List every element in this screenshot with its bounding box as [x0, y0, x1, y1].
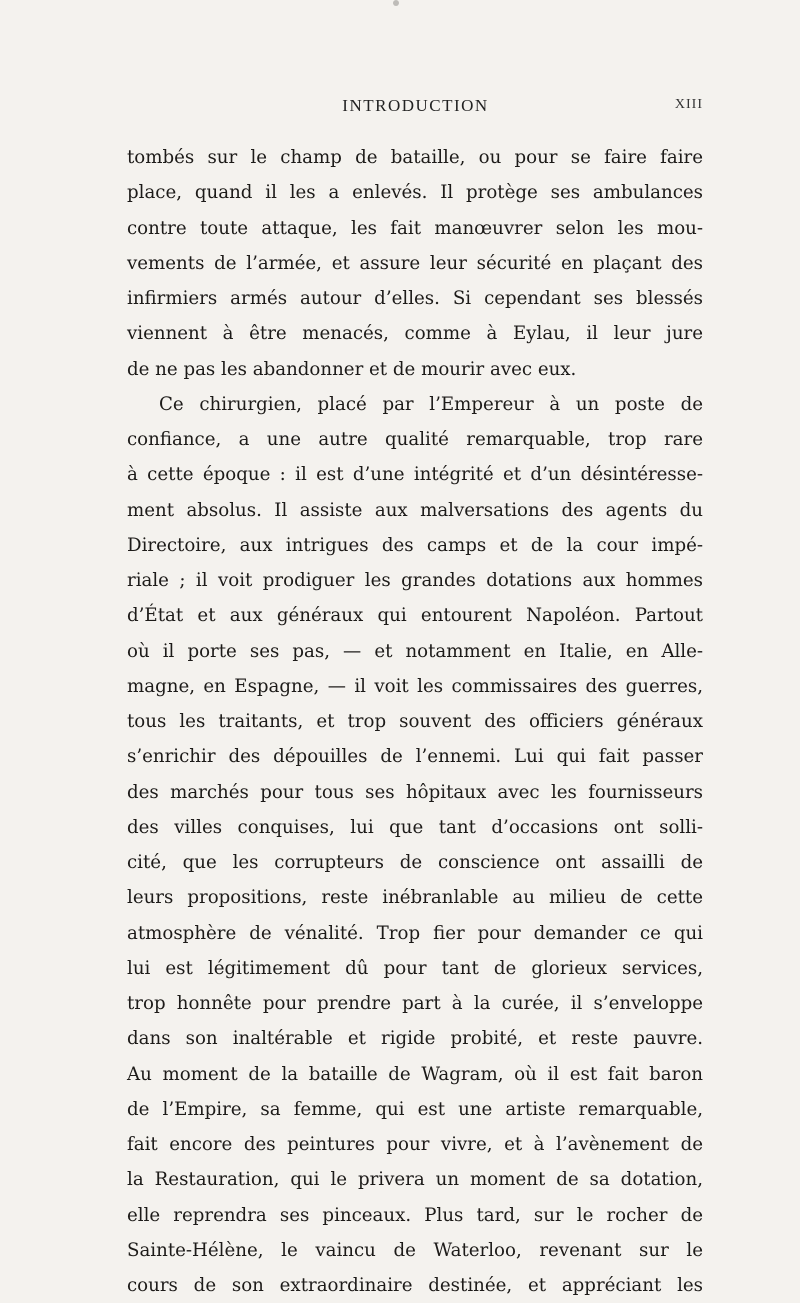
text-line: des villes conquises, lui que tant d’occasions ont solli- [127, 816, 703, 838]
text-line: magne, en Espagne, — il voit les commissaires des guerres, [127, 675, 703, 697]
text-line: elle reprendra ses pinceaux. Plus tard, sur le rocher de [127, 1204, 703, 1226]
text-line: trop honnête pour prendre part à la curée, il s’enveloppe [127, 993, 703, 1014]
text-line: lui est légitimement dû pour tant de glorieux services, [127, 957, 703, 979]
paper-speck [393, 0, 399, 6]
text-line: cité, que les corrupteurs de conscience ont assailli de [127, 852, 703, 873]
page-header [128, 96, 703, 122]
text-line: dans son inaltérable et rigide probité, et reste pauvre. [127, 1028, 703, 1050]
text-line: de ne pas les abandonner et de mourir avec eux. [127, 358, 577, 380]
text-line: des marchés pour tous ses hôpitaux avec les fournisseurs [127, 781, 703, 803]
text-line: Au moment de la bataille de Wagram, où il est fait baron [127, 1063, 703, 1085]
text-line: tous les traitants, et trop souvent des officiers généraux [127, 711, 703, 732]
text-line: fait encore des peintures pour vivre, et à l’avènement de [127, 1134, 703, 1155]
text-line: infirmiers armés autour d’elles. Si cependant ses blessés [127, 288, 703, 309]
text-line: tombés sur le champ de bataille, ou pour se faire faire [127, 147, 703, 168]
text-line: Ce chirurgien, placé par l’Empereur à un poste de [159, 393, 703, 415]
text-line: de l’Empire, sa femme, qui est une artiste remarquable, [127, 1098, 703, 1120]
text-line: cours de son extraordinaire destinée, et appréciant les [127, 1275, 703, 1296]
running-head: INTRODUCTION [342, 96, 489, 115]
text-line: où il porte ses pas, — et notamment en Italie, en Alle- [127, 640, 703, 662]
text-line: vements de l’armée, et assure leur sécurité en plaçant des [127, 252, 703, 274]
text-line: leurs propositions, reste inébranlable au milieu de cette [127, 887, 703, 909]
text-line: riale ; il voit prodiguer les grandes dotations aux hommes [127, 570, 703, 591]
page-number: XIII [674, 97, 703, 112]
body-text [127, 140, 727, 1303]
text-line: confiance, a une autre qualité remarquable, trop rare [127, 429, 703, 450]
text-line: la Restauration, qui le privera un moment de sa dotation, [127, 1169, 703, 1191]
text-line: à cette époque : il est d’une intégrité et d’un désintéresse- [127, 464, 703, 486]
text-line: viennent à être menacés, comme à Eylau, il leur jure [127, 323, 703, 345]
text-line: ment absolus. Il assiste aux malversations des agents du [127, 499, 703, 521]
text-line: Sainte-Hélène, le vaincu de Waterloo, revenant sur le [127, 1239, 703, 1261]
text-line: d’État et aux généraux qui entourent Napoléon. Partout [127, 605, 703, 627]
text-line: s’enrichir des dépouilles de l’ennemi. Lui qui fait passer [127, 746, 703, 768]
text-line: Directoire, aux intrigues des camps et de la cour impé- [127, 534, 703, 556]
text-line: place, quand il les a enlevés. Il protège ses ambulances [127, 182, 703, 204]
text-line: contre toute attaque, les fait manœuvrer selon les mou- [127, 217, 703, 239]
text-line: atmosphère de vénalité. Trop fier pour demander ce qui [127, 922, 703, 944]
